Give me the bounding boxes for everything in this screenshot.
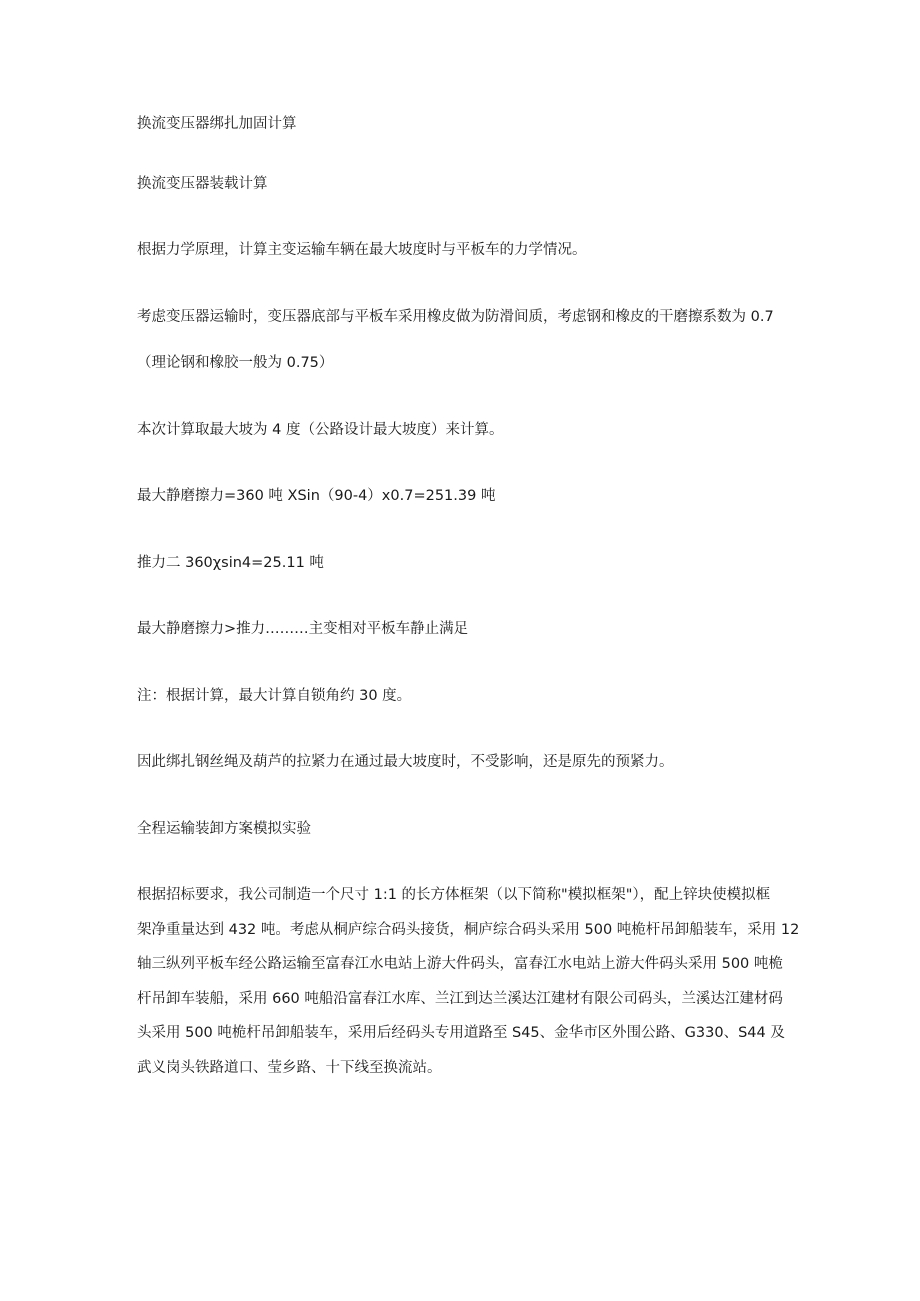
paragraph-simulation [137, 878, 800, 1085]
formula-thrust: 推力二 360χsin4=25.11 吨 [137, 555, 324, 571]
paragraph-simulation-line: 架净重量达到 432 吨。考虑从桐庐综合码头接货，桐庐综合码头采用 500 吨桅杆吊卸船装车，采用 12 [137, 921, 800, 938]
paragraph-simulation-line: 头采用 500 吨桅杆吊卸船装车，采用后经码头专用道路至 S45、金华市区外围公路、G330、S44 及 [137, 1025, 785, 1041]
formula-static-friction: 最大静磨擦力=360 吨 XSin（90-4）x0.7=251.39 吨 [137, 488, 496, 504]
paragraph-simulation-line: 杆吊卸车装船，采用 660 吨船沿富春江水库、兰江到达兰溪达江建材有限公司码头，兰溪达江建材码 [137, 990, 783, 1007]
document-title: 换流变压器绑扎加固计算 [137, 116, 297, 132]
paragraph-slope: 本次计算取最大坡为 4 度（公路设计最大坡度）来计算。 [137, 422, 504, 438]
paragraph-friction-line-1: 考虑变压器运输时，变压器底部与平板车采用橡皮做为防滑间质，考虑钢和橡皮的干磨擦系数为 0.7 [137, 309, 774, 325]
paragraph-tension: 因此绑扎钢丝绳及葫芦的拉紧力在通过最大坡度时，不受影响，还是原先的预紧力。 [137, 754, 674, 770]
conclusion-line: 最大静磨擦力>推力………主变相对平板车静止满足 [137, 621, 469, 637]
section-heading-simulation: 全程运输装卸方案模拟实验 [137, 821, 311, 837]
section-heading-loading: 换流变压器装载计算 [137, 176, 268, 192]
note-line: 注：根据计算，最大计算自锁角约 30 度。 [137, 688, 412, 704]
paragraph-principle: 根据力学原理，计算主变运输车辆在最大坡度时与平板车的力学情况。 [137, 242, 587, 258]
paragraph-friction-line-2: （理论钢和橡胶一般为 0.75） [137, 355, 334, 371]
paragraph-simulation-line: 根据招标要求，我公司制造一个尺寸 1:1 的长方体框架（以下简称"模拟框架"），配上锌块使模拟框 [137, 887, 771, 903]
paragraph-simulation-line: 轴三纵列平板车经公路运输至富春江水电站上游大件码头，富春江水电站上游大件码头采用 500 吨桅 [137, 956, 783, 972]
paragraph-simulation-line: 武义岗头铁路道口、莹乡路、十下线至换流站。 [137, 1059, 442, 1076]
